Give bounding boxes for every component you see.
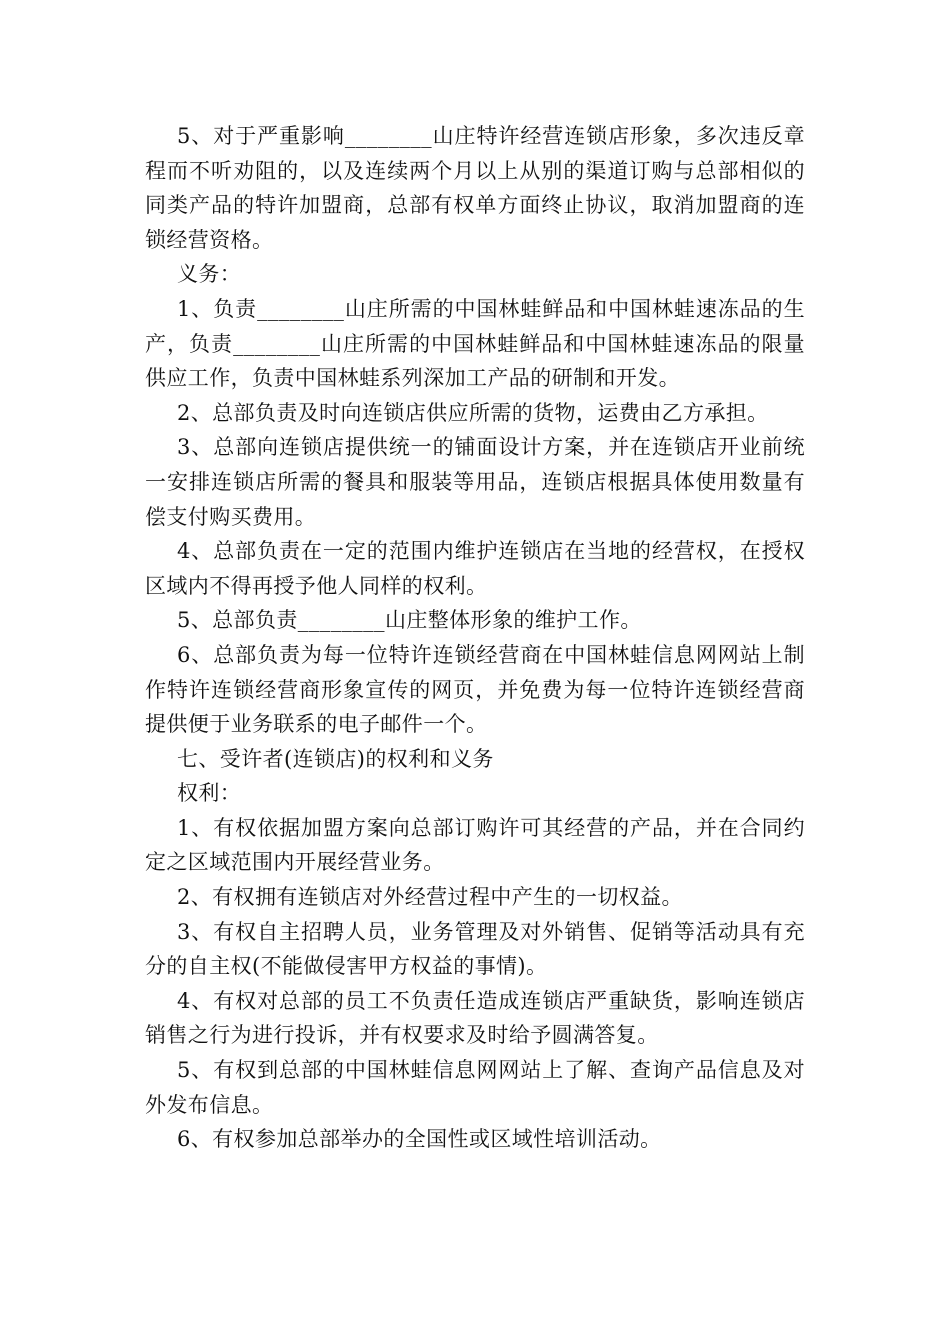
paragraph-obligation-6: 6、总部负责为每一位特许连锁经营商在中国林蛙信息网网站上制作特许连锁经营商形象宣传的网页，并免费为每一位特许连锁经营商提供便于业务联系的电子邮件一个。 bbox=[145, 642, 805, 737]
paragraph-headquarters-right-5: 5、对于严重影响________山庄特许经营连锁店形象，多次违反章程而不听劝阻的，以及连续两个月以上从别的渠道订购与总部相似的同类产品的特许加盟商，总部有权单方面终止协议，取消加盟商的连锁经营资格。 bbox=[145, 124, 805, 252]
paragraph-right-3: 3、有权自主招聘人员，业务管理及对外销售、促销等活动具有充分的自主权(不能做侵害甲方权益的事情)。 bbox=[145, 919, 805, 979]
document-body bbox=[145, 119, 805, 1157]
paragraph-obligation-4: 4、总部负责在一定的范围内维护连锁店在当地的经营权，在授权区域内不得再授予他人同样的权利。 bbox=[145, 539, 805, 598]
paragraph-right-6: 6、有权参加总部举办的全国性或区域性培训活动。 bbox=[177, 1127, 662, 1152]
paragraph-obligation-5: 5、总部负责________山庄整体形象的维护工作。 bbox=[177, 608, 642, 633]
paragraph-obligation-1: 1、负责________山庄所需的中国林蛙鲜品和中国林蛙速冻品的生产，负责________山庄所需的中国林蛙鲜品和中国林蛙速冻品的限量供应工作，负责中国林蛙系列深加工产品的研制和开发。 bbox=[145, 296, 805, 391]
paragraph-obligation-2: 2、总部负责及时向连锁店供应所需的货物，运费由乙方承担。 bbox=[177, 400, 769, 425]
heading-obligations: 义务： bbox=[177, 262, 242, 287]
section-heading-franchisee: 七、受许者(连锁店)的权利和义务 bbox=[177, 746, 494, 771]
heading-rights: 权利： bbox=[177, 781, 242, 806]
paragraph-right-4: 4、有权对总部的员工不负责任造成连锁店严重缺货，影响连锁店销售之行为进行投诉，并有权要求及时给予圆满答复。 bbox=[145, 988, 805, 1048]
paragraph-obligation-3: 3、总部向连锁店提供统一的铺面设计方案，并在连锁店开业前统一安排连锁店所需的餐具和服装等用品，连锁店根据具体使用数量有偿支付购买费用。 bbox=[145, 435, 805, 529]
paragraph-right-2: 2、有权拥有连锁店对外经营过程中产生的一切权益。 bbox=[177, 885, 683, 910]
paragraph-right-5: 5、有权到总部的中国林蛙信息网网站上了解、查询产品信息及对外发布信息。 bbox=[145, 1058, 805, 1117]
paragraph-right-1: 1、有权依据加盟方案向总部订购许可其经营的产品，并在合同约定之区域范围内开展经营业务。 bbox=[145, 815, 805, 875]
